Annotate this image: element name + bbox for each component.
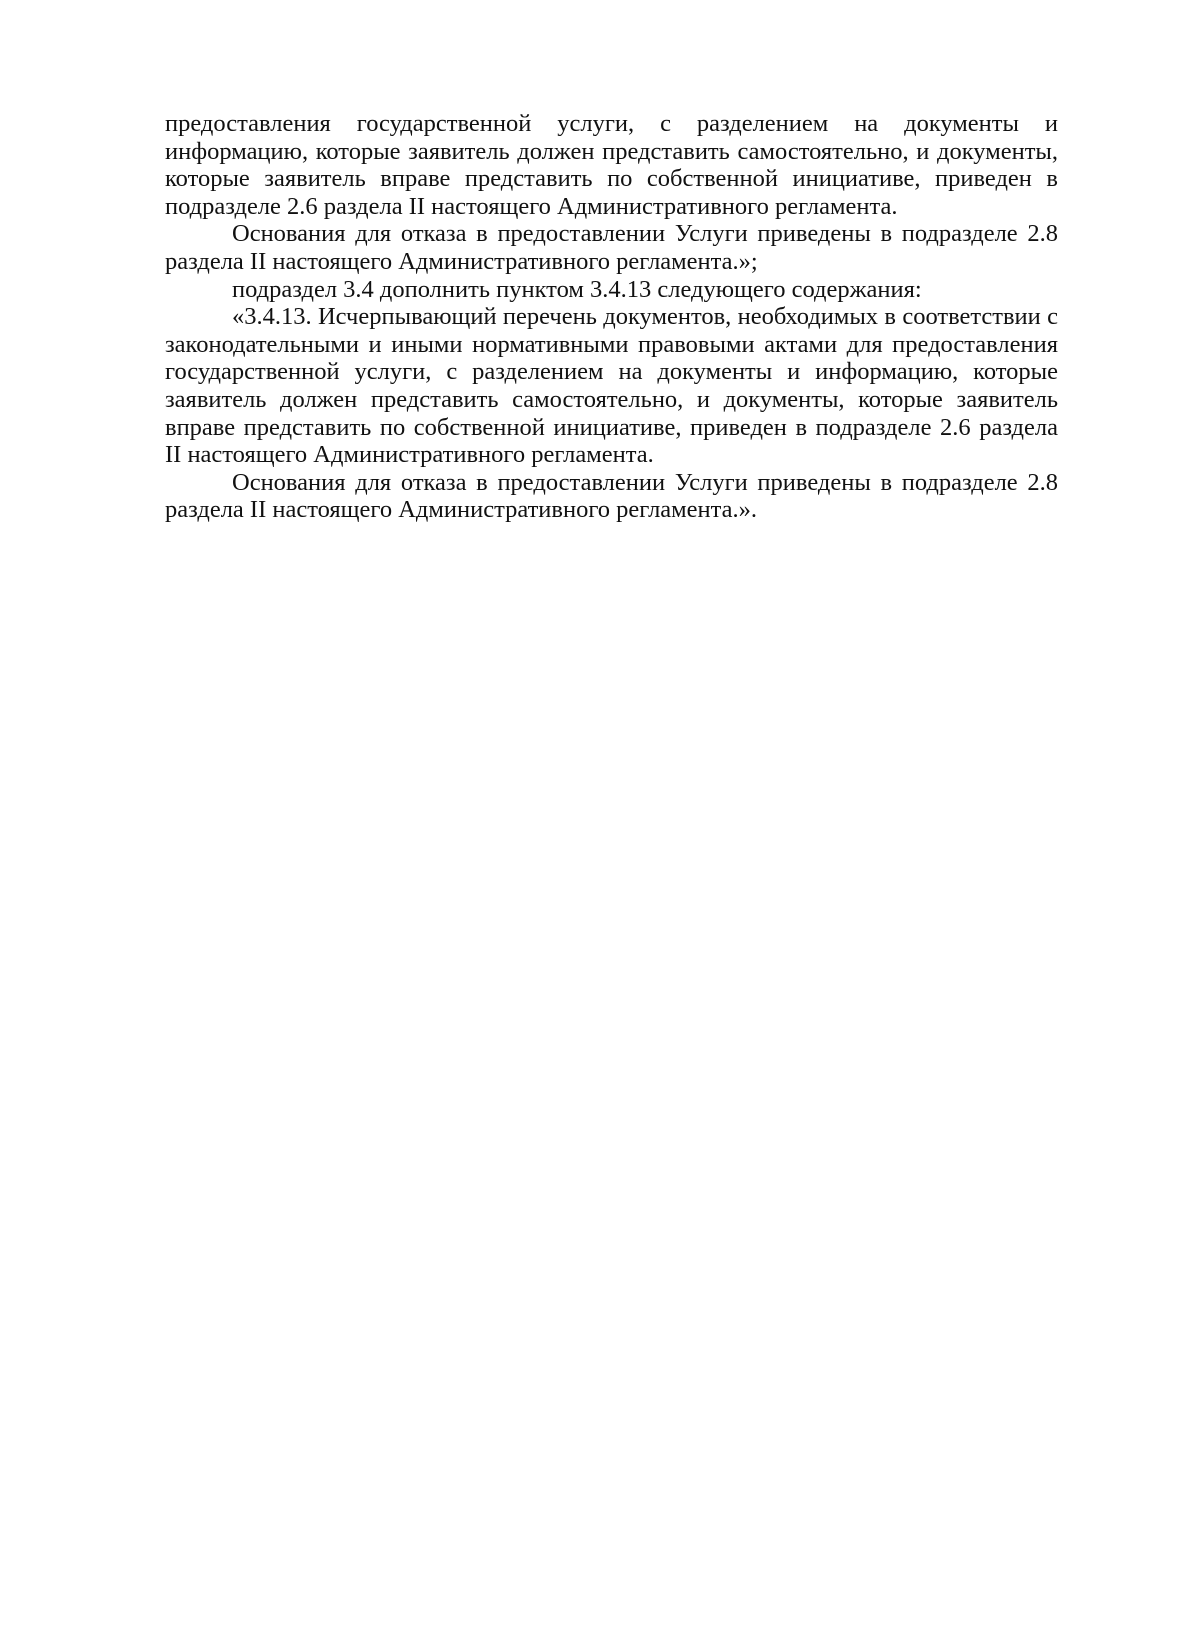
paragraph-refusal-grounds: Основания для отказа в предоставлении Услуги приведены в подразделе 2.8 раздела II настоящего Административного регламента.»; — [165, 220, 1058, 275]
document-body — [165, 110, 1058, 524]
paragraph-refusal-grounds-final: Основания для отказа в предоставлении Услуги приведены в подразделе 2.8 раздела II настоящего Административного регламента.». — [165, 468, 1058, 524]
paragraph-continuation: предоставления государственной услуги, с разделением на документы и информацию, которые заявитель должен представить самостоятельно, и документы, которые заявитель вправе представить по собственной инициативе, приведен в подразделе 2.6 раздела II настоящего Административного регламента. — [165, 110, 1058, 220]
paragraph-clause-3-4-13: «3.4.13. Исчерпывающий перечень документов, необходимых в соответствии с законодательными и иными нормативными правовыми актами для предоставления государственной услуги, с разделением на документы и информацию, которые заявитель должен представить самостоятельно, и документы, которые заявитель вправе представить по собственной инициативе, приведен в подразделе 2.6 раздела II настоящего Административного регламента. — [165, 303, 1058, 469]
paragraph-amendment-instruction: подраздел 3.4 дополнить пунктом 3.4.13 следующего содержания: — [232, 275, 922, 303]
